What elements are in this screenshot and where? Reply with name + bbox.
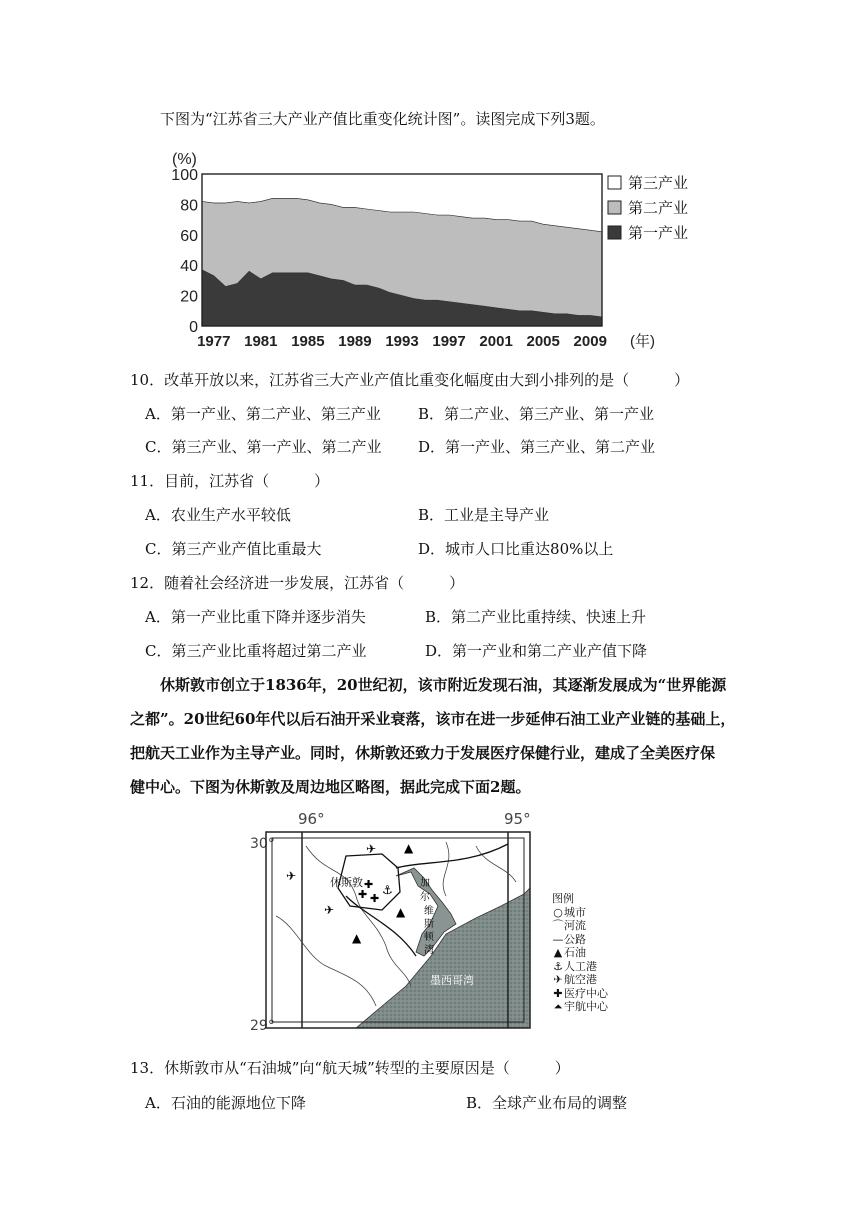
- passage-line-4: 健中心。下图为休斯敦及周边地区略图，据此完成下面2题。: [130, 778, 531, 796]
- bay-char: 斯: [424, 919, 434, 930]
- q12-option-a[interactable]: A．第一产业比重下降并逐步消失: [145, 608, 366, 626]
- river-line: [276, 916, 376, 1006]
- q12-option-c[interactable]: C．第三产业比重将超过第二产业: [145, 642, 367, 660]
- area-chart-svg: [170, 146, 710, 356]
- map-legend-label: 医疗中心: [564, 986, 608, 1000]
- x-tick-label: 2005: [526, 333, 560, 350]
- map-legend-item: [552, 1000, 608, 1014]
- space-center-icon: ⏶: [553, 1000, 563, 1013]
- airplane-icon: ✈: [553, 973, 563, 986]
- map-legend-label: 河流: [564, 919, 586, 932]
- anchor-icon: ⚓: [553, 959, 563, 973]
- map-legend-item: [552, 987, 608, 1001]
- oil-icon: ▲: [553, 946, 563, 959]
- x-tick-label: 1997: [432, 333, 466, 350]
- x-tick-label: 1985: [291, 333, 325, 350]
- oil-icon: ▲: [404, 841, 414, 855]
- y-tick-label: 0: [189, 319, 198, 336]
- map-legend-item: [552, 946, 608, 960]
- q11-stem: 11．目前，江苏省（ ）: [130, 472, 330, 490]
- bay-char: 湾: [424, 945, 434, 956]
- road-line: [346, 896, 416, 956]
- legend-label: 第三产业: [628, 174, 689, 192]
- legend-label: 第二产业: [628, 199, 689, 217]
- river-line: [443, 842, 449, 896]
- q12-option-d[interactable]: D．第一产业和第二产业产值下降: [425, 642, 648, 660]
- q11-option-a[interactable]: A．农业生产水平较低: [145, 506, 291, 524]
- houston-label: 休斯敦: [330, 876, 363, 889]
- y-tick-label: 100: [171, 167, 198, 184]
- map-legend-label: 石油: [564, 946, 586, 959]
- q13-option-a[interactable]: A．石油的能源地位下降: [145, 1094, 306, 1112]
- map-legend-title: 图例: [552, 892, 574, 905]
- map-legend-item: [552, 919, 608, 933]
- q10-option-a[interactable]: A．第一产业、第二产业、第三产业: [145, 405, 381, 423]
- bay-char: 尔: [420, 892, 430, 903]
- lat-29-label: 29°: [250, 1018, 275, 1034]
- x-tick-label: 1977: [197, 333, 231, 350]
- passage-line-2: 之都”。20世纪60年代以后石油开采业衰落，该市在进一步延伸石油工业产业链的基础上，: [130, 710, 736, 728]
- legend-swatch: [608, 176, 621, 189]
- bay-char: 加: [420, 878, 430, 889]
- medical-icon: ✚: [553, 986, 563, 1000]
- map-legend-label: 宇航中心: [564, 1000, 608, 1013]
- passage-line-1: 休斯敦市创立于1836年，20世纪初，该市附近发现石油，其逐渐发展成为“世界能源: [160, 676, 727, 694]
- q12-option-b[interactable]: B．第二产业比重持续、快速上升: [425, 608, 647, 626]
- q11-option-d[interactable]: D．城市人口比重达80%以上: [418, 540, 614, 558]
- q10-option-c[interactable]: C．第三产业、第一产业、第二产业: [145, 438, 382, 456]
- map-legend-item: [552, 906, 608, 920]
- medical-icon: ✚: [370, 892, 380, 905]
- industry-share-chart: [170, 146, 710, 356]
- map-legend-label: 航空港: [564, 973, 597, 986]
- x-tick-label: 2009: [573, 333, 607, 350]
- medical-icon: ✚: [364, 878, 374, 891]
- map-legend-item: [552, 973, 608, 987]
- q13-option-b[interactable]: B．全球产业布局的调整: [466, 1094, 628, 1112]
- legend-swatch: [608, 226, 621, 239]
- y-tick-label: 20: [180, 288, 198, 306]
- q12-stem: 12．随着社会经济进一步发展，江苏省（ ）: [130, 574, 465, 592]
- x-axis-label: (年): [630, 333, 655, 350]
- q11-option-b[interactable]: B．工业是主导产业: [418, 506, 550, 524]
- y-axis-label: (%): [172, 151, 197, 168]
- legend-label: 第一产业: [628, 224, 689, 242]
- map-legend-label: 城市: [564, 905, 586, 919]
- houston-map: [246, 806, 626, 1042]
- anchor-icon: ⚓: [382, 883, 393, 897]
- lon-96-label: 96°: [298, 810, 325, 828]
- y-tick-label: 40: [180, 258, 198, 276]
- x-tick-label: 1993: [385, 333, 419, 350]
- bay-char: 维: [424, 906, 434, 917]
- city-icon: ○: [553, 905, 563, 919]
- medical-icon: ✚: [358, 888, 368, 901]
- airplane-icon: ✈: [324, 903, 335, 917]
- river-icon: ⌒: [552, 919, 564, 932]
- y-tick-label: 80: [180, 197, 198, 215]
- gulf-label: 墨西哥湾: [430, 974, 474, 987]
- airplane-icon: ✈: [366, 842, 377, 856]
- x-tick-label: 1989: [338, 333, 372, 350]
- oil-icon: ▲: [352, 931, 362, 945]
- passage-line-3: 把航天工业作为主导产业。同时，休斯敦还致力于发展医疗保健行业，建成了全美医疗保: [130, 744, 716, 762]
- map-legend-label: 人工港: [564, 959, 597, 973]
- lat-30-label: 30°: [250, 836, 275, 852]
- q10-option-d[interactable]: D．第一产业、第三产业、第二产业: [418, 438, 656, 456]
- space-center-icon: ▲: [396, 905, 406, 919]
- map-legend-item: [552, 933, 608, 947]
- q13-stem: 13．休斯敦市从“石油城”向“航天城”转型的主要原因是（ ）: [130, 1059, 570, 1077]
- x-tick-label: 1981: [244, 333, 278, 350]
- q10-option-b[interactable]: B．第二产业、第三产业、第一产业: [418, 405, 655, 423]
- river-line: [476, 846, 516, 882]
- legend-swatch: [608, 201, 621, 214]
- map-legend-item: [552, 960, 608, 974]
- intro-text: 下图为“江苏省三大产业产值比重变化统计图”。读图完成下列3题。: [160, 110, 605, 128]
- x-tick-label: 2001: [479, 333, 513, 350]
- lon-95-label: 95°: [504, 810, 531, 828]
- bay-char: 顿: [424, 932, 434, 943]
- airplane-icon: ✈: [286, 869, 297, 883]
- map-legend-label: 公路: [564, 932, 586, 946]
- map-legend: [552, 892, 608, 1014]
- road-icon: —: [552, 932, 564, 946]
- y-tick-label: 60: [180, 227, 198, 245]
- q11-option-c[interactable]: C．第三产业产值比重最大: [145, 540, 322, 558]
- q10-stem: 10．改革开放以来，江苏省三大产业产值比重变化幅度由大到小排列的是（ ）: [130, 371, 690, 389]
